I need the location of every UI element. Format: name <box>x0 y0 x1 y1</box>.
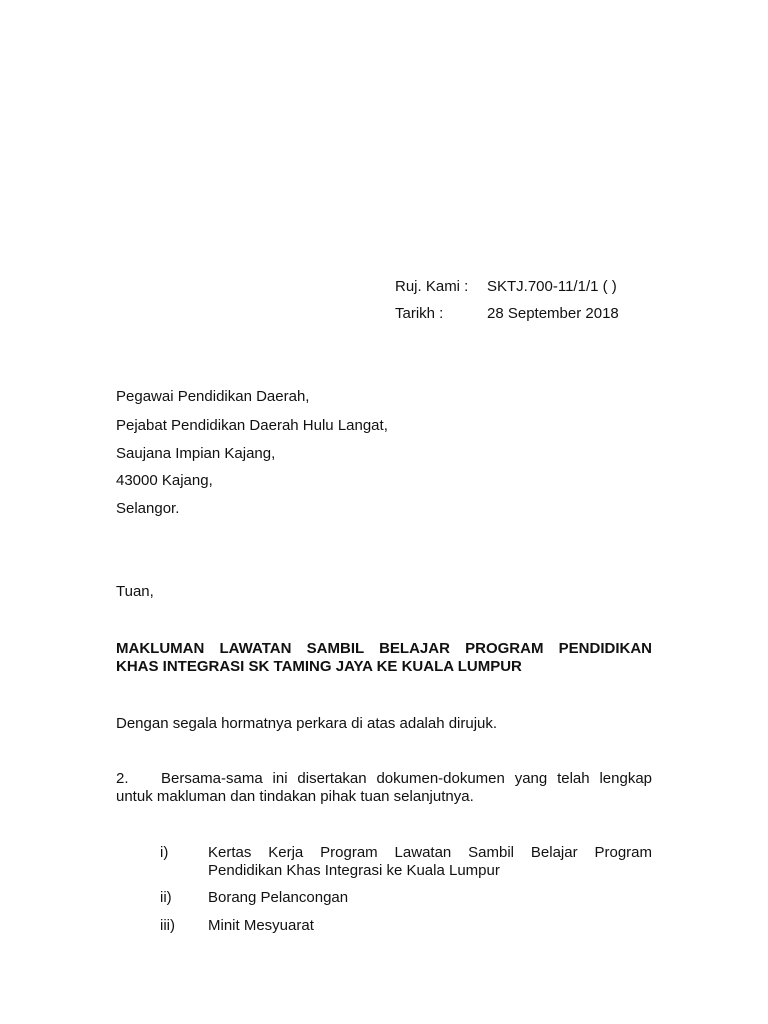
salutation: Tuan, <box>116 583 154 600</box>
recipient-line: Saujana Impian Kajang, <box>116 445 276 462</box>
subject-line: MAKLUMAN LAWATAN SAMBIL BELAJAR PROGRAM PENDIDIKAN <box>116 640 652 657</box>
tarikh-value: 28 September 2018 <box>487 305 619 322</box>
paragraph-text: Bersama-sama ini disertakan dokumen-dokumen yang telah lengkap <box>161 770 652 787</box>
tarikh-label: Tarikh : <box>395 305 444 322</box>
list-item-text: Borang Pelancongan <box>208 889 349 906</box>
paragraph-number: 2. <box>116 770 129 787</box>
recipient-line: Selangor. <box>116 500 180 517</box>
list-item-text: Minit Mesyuarat <box>208 917 314 934</box>
subject-line: KHAS INTEGRASI SK TAMING JAYA KE KUALA LUMPUR <box>116 658 522 675</box>
list-item-number: i) <box>160 844 169 861</box>
list-item-number: ii) <box>160 889 172 906</box>
paragraph-text: untuk makluman dan tindakan pihak tuan selanjutnya. <box>116 788 474 805</box>
recipient-line: Pejabat Pendidikan Daerah Hulu Langat, <box>116 417 388 434</box>
letter-subject <box>116 640 652 676</box>
recipient-line: 43000 Kajang, <box>116 472 213 489</box>
ruj-kami-value: SKTJ.700-11/1/1 ( ) <box>487 278 617 295</box>
recipient-line: Pegawai Pendidikan Daerah, <box>116 388 310 405</box>
list-item-text: Kertas Kerja Program Lawatan Sambil Belajar Program <box>208 844 652 861</box>
paragraph-2 <box>116 770 652 806</box>
list-item-text: Pendidikan Khas Integrasi ke Kuala Lumpur <box>208 862 500 879</box>
paragraph-intro: Dengan segala hormatnya perkara di atas adalah dirujuk. <box>116 715 498 732</box>
ruj-kami-label: Ruj. Kami : <box>395 278 469 295</box>
list-item <box>208 844 652 880</box>
list-item-number: iii) <box>160 917 175 934</box>
